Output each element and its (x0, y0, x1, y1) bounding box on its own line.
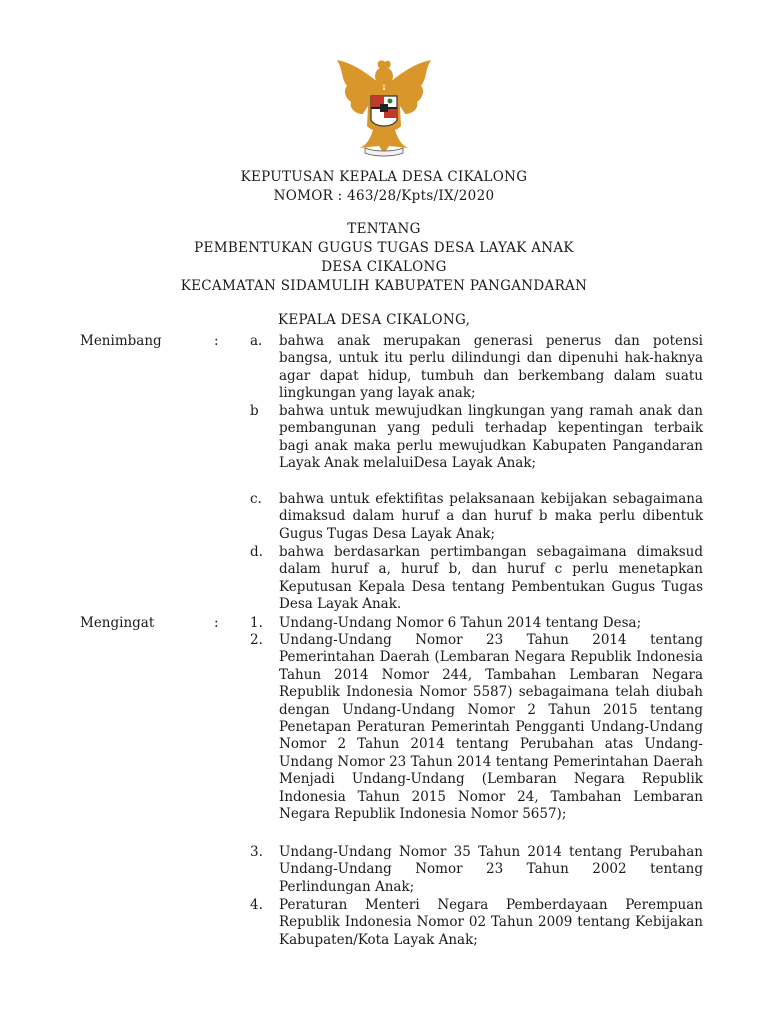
subject-line: PEMBENTUKAN GUGUS TUGAS DESA LAYAK ANAK (194, 240, 574, 256)
menimbang-label: Menimbang (80, 333, 162, 349)
mengingat-colon: : (214, 615, 219, 631)
subject-line: DESA CIKALONG (321, 259, 447, 275)
item-text: Undang-Undang Nomor 35 Tahun 2014 tentang Perubahan Undang-Undang Nomor 23 Tahun 2002 tentang Perlindungan Anak; (279, 844, 703, 895)
item-marker: 3. (250, 844, 263, 860)
item-marker: 1. (250, 615, 263, 631)
decree-title-line: KEPUTUSAN KEPALA DESA CIKALONG (240, 169, 528, 185)
garuda-pancasila-emblem (329, 56, 439, 158)
issuer-line: KEPALA DESA CIKALONG, (278, 312, 471, 328)
item-text: bahwa untuk efektifitas pelaksanaan kebijakan sebagaimana dimaksud dalam huruf a dan huruf b maka perlu dibentuk Gugus Tugas Desa Layak Anak; (279, 491, 703, 542)
item-marker: b (250, 403, 259, 419)
item-marker: d. (250, 544, 263, 560)
item-text: Undang-Undang Nomor 23 Tahun 2014 tentang Pemerintahan Daerah (Lembaran Negara Republik Indonesia Tahun 2014 Nomor 244, Tambahan Lembaran Negara Republik Indonesia Nomor 5587) sebagaimana telah diubah dengan Undang-Undang Nomor 2 Tahun 2015 tentang Penetapan Peraturan Pemerintah Pengganti Undang-Undang Nomor 2 Tahun 2014 tentang Perubahan atas Undang-Undang Nomor 23 Tahun 2014 tentang Pemerintahan Daerah Menjadi Undang-Undang (Lembaran Negara Republik Indonesia Tahun 2015 Nomor 24, Tambahan Lembaran Negara Republik Indonesia Nomor 5657); (279, 632, 703, 823)
item-marker: c. (250, 491, 262, 507)
decree-title (0, 168, 768, 206)
item-marker: 2. (250, 632, 263, 648)
item-text: Undang-Undang Nomor 6 Tahun 2014 tentang Desa; (279, 615, 642, 631)
item-text: bahwa anak merupakan generasi penerus dan potensi bangsa, untuk itu perlu dilindungi dan dipenuhi hak-haknya agar dapat hidup, tumbuh dan berkembang dalam suatu lingkungan yang layak anak; (279, 333, 703, 402)
item-marker: 4. (250, 897, 263, 913)
menimbang-colon: : (214, 333, 219, 349)
item-marker: a. (250, 333, 263, 349)
item-text: bahwa untuk mewujudkan lingkungan yang ramah anak dan pembangunan yang peduli terhadap kepentingan terbaik bagi anak maka perlu mewujudkan Kabupaten Pangandaran Layak Anak melaluiDesa Layak Anak; (279, 403, 703, 472)
decree-number: NOMOR : 463/28/Kpts/IX/2020 (273, 188, 495, 204)
subject-line: KECAMATAN SIDAMULIH KABUPATEN PANGANDARAN (180, 278, 588, 294)
item-text: bahwa berdasarkan pertimbangan sebagaimana dimaksud dalam huruf a, huruf b, dan huruf c perlu menetapkan Keputusan Kepala Desa tentang Pembentukan Gugus Tugas Desa Layak Anak. (279, 544, 703, 613)
item-text: Peraturan Menteri Negara Pemberdayaan Perempuan Republik Indonesia Nomor 02 Tahun 2009 tentang Kebijakan Kabupaten/Kota Layak Anak; (279, 897, 703, 948)
mengingat-label: Mengingat (80, 615, 155, 631)
subject-heading: TENTANG (347, 221, 421, 237)
decree-subject (0, 220, 768, 296)
